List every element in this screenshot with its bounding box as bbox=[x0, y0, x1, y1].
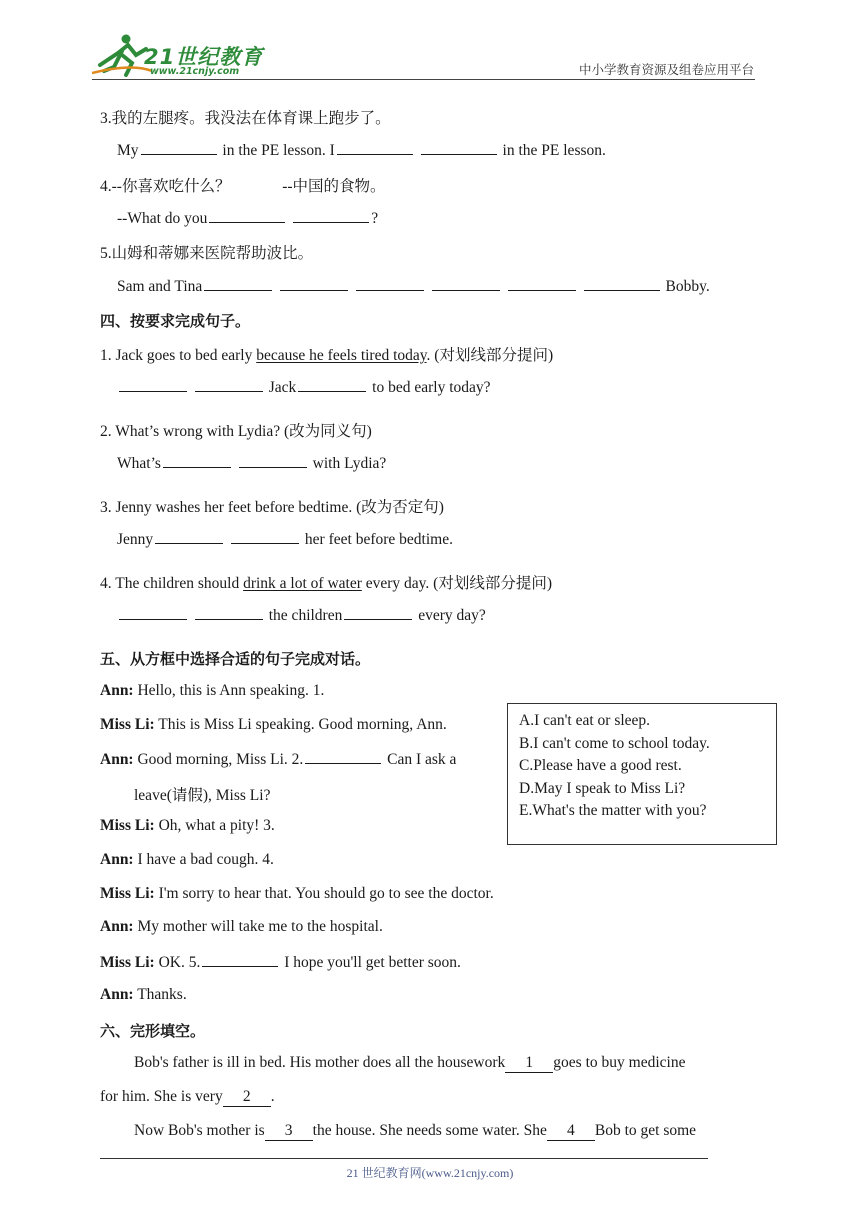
cloze-text: . bbox=[270, 1088, 275, 1105]
speaker-label: Miss Li: bbox=[100, 885, 155, 902]
s3-q5-part-a: Sam and Tina bbox=[117, 278, 203, 295]
s3-q5-english bbox=[117, 276, 710, 296]
site-logo bbox=[92, 33, 262, 81]
s4-q1-answer bbox=[117, 377, 491, 397]
s3-q4-chinese bbox=[100, 174, 386, 196]
header-platform-text: 中小学教育资源及组卷应用平台 bbox=[578, 62, 754, 77]
s3-q3-english bbox=[117, 140, 606, 160]
dialogue-text: Oh, what a pity! 3. bbox=[154, 817, 275, 834]
dialogue-text: leave(请假), Miss Li? bbox=[134, 787, 271, 804]
dialogue-line bbox=[100, 885, 494, 903]
dialogue-line bbox=[100, 918, 383, 936]
s4-q1-text: 1. Jack goes to bed early bbox=[100, 347, 257, 364]
answer-blank[interactable] bbox=[305, 749, 381, 764]
section5-title: 五、从方框中选择合适的句子完成对话。 bbox=[100, 650, 371, 668]
dialogue-text: This is Miss Li speaking. Good morning, Ann. bbox=[154, 716, 447, 733]
cloze-text: Bob to get some bbox=[594, 1122, 697, 1139]
answer-blank[interactable] bbox=[119, 377, 187, 392]
s3-q4-cn-question: 4.--你喜欢吃什么？ bbox=[100, 178, 231, 195]
dialogue-line bbox=[100, 952, 461, 972]
answer-blank[interactable] bbox=[204, 276, 272, 291]
cloze-line-1 bbox=[134, 1054, 685, 1073]
dialogue-line bbox=[100, 716, 447, 734]
s4-q4 bbox=[100, 571, 552, 593]
speaker-label: Ann: bbox=[100, 986, 134, 1003]
s4-q2-answer bbox=[117, 453, 386, 473]
cloze-text: goes to buy medicine bbox=[553, 1054, 686, 1071]
logo-text: 21世纪教育 bbox=[144, 45, 264, 69]
option-d: D.May I speak to Miss Li? bbox=[519, 780, 686, 797]
option-b: B.I can't come to school today. bbox=[519, 735, 710, 752]
dialogue-text: My mother will take me to the hospital. bbox=[133, 918, 383, 935]
answer-blank[interactable] bbox=[280, 276, 348, 291]
s3-q3-chinese: 3.我的左腿疼。我没法在体育课上跑步了。 bbox=[100, 110, 391, 127]
answer-blank[interactable] bbox=[195, 377, 263, 392]
s4-q3-answer bbox=[117, 529, 453, 549]
s3-q5-part-b: Bobby. bbox=[665, 278, 710, 295]
s4-q1 bbox=[100, 343, 553, 365]
cloze-blank-4[interactable]: 4 bbox=[547, 1122, 595, 1141]
s4-q2-ans-part-a: What’s bbox=[117, 455, 161, 472]
speaker-label: Ann: bbox=[100, 918, 134, 935]
dialogue-text: Thanks. bbox=[133, 986, 187, 1003]
answer-blank[interactable] bbox=[163, 453, 231, 468]
answer-blank[interactable] bbox=[344, 605, 412, 620]
dialogue-text: OK. 5. bbox=[154, 954, 201, 971]
s4-q4-instruction: every day. (对划线部分提问) bbox=[361, 575, 552, 592]
s4-q2: 2. What’s wrong with Lydia? (改为同义句) bbox=[100, 423, 372, 440]
s3-q3-part-c: in the PE lesson. bbox=[502, 142, 606, 159]
speaker-label: Ann: bbox=[100, 751, 134, 768]
dialogue-text: Good morning, Miss Li. 2. bbox=[133, 751, 304, 768]
section4-title: 四、按要求完成句子。 bbox=[100, 312, 251, 330]
cloze-text: Now Bob's mother is bbox=[134, 1122, 265, 1139]
s4-q2-ans-part-b: with Lydia? bbox=[312, 455, 387, 472]
answer-blank[interactable] bbox=[231, 529, 299, 544]
cloze-blank-3[interactable]: 3 bbox=[265, 1122, 313, 1141]
s3-q3-part-a: My bbox=[117, 142, 139, 159]
cloze-line-2 bbox=[100, 1088, 275, 1107]
option-a: A.I can't eat or sleep. bbox=[519, 712, 651, 729]
cloze-text: the house. She needs some water. She bbox=[312, 1122, 547, 1139]
dialogue-text-tail: Can I ask a bbox=[387, 751, 457, 768]
answer-blank[interactable] bbox=[195, 605, 263, 620]
dialogue-text-tail: I hope you'll get better soon. bbox=[284, 954, 461, 971]
dialogue-line bbox=[100, 851, 274, 869]
option-c: C.Please have a good rest. bbox=[519, 757, 682, 774]
s4-q1-underlined: because he feels tired today bbox=[256, 347, 427, 364]
answer-blank[interactable] bbox=[141, 140, 217, 155]
answer-blank[interactable] bbox=[337, 140, 413, 155]
header-divider bbox=[92, 79, 755, 80]
speaker-label: Ann: bbox=[100, 851, 134, 868]
cloze-blank-2[interactable]: 2 bbox=[223, 1088, 271, 1107]
answer-blank[interactable] bbox=[298, 377, 366, 392]
dialogue-text: Hello, this is Ann speaking. 1. bbox=[133, 682, 325, 699]
options-box bbox=[507, 703, 777, 845]
cloze-blank-1[interactable]: 1 bbox=[505, 1054, 553, 1073]
answer-blank[interactable] bbox=[209, 208, 285, 223]
s3-q3-part-b: in the PE lesson. I bbox=[222, 142, 335, 159]
s3-q4-part-b: ? bbox=[371, 210, 379, 227]
answer-blank[interactable] bbox=[584, 276, 660, 291]
s4-q1-ans-part-b: to bed early today? bbox=[372, 379, 491, 396]
answer-blank[interactable] bbox=[202, 952, 278, 967]
footer-text: 21 世纪教育网(www.21cnjy.com) bbox=[346, 1166, 514, 1180]
cloze-text: for him. She is very bbox=[100, 1088, 223, 1105]
option-e: E.What's the matter with you? bbox=[519, 802, 707, 819]
footer-divider bbox=[100, 1158, 708, 1159]
s4-q3-ans-part-a: Jenny bbox=[117, 531, 154, 548]
answer-blank[interactable] bbox=[119, 605, 187, 620]
cloze-text: Bob's father is ill in bed. His mother does all the housework bbox=[134, 1054, 506, 1071]
answer-blank[interactable] bbox=[239, 453, 307, 468]
dialogue-text: I have a bad cough. 4. bbox=[133, 851, 274, 868]
dialogue-line bbox=[100, 817, 275, 835]
logo-url: www.21cnjy.com bbox=[150, 66, 240, 77]
s4-q4-answer bbox=[117, 605, 486, 625]
answer-blank[interactable] bbox=[421, 140, 497, 155]
answer-blank[interactable] bbox=[356, 276, 424, 291]
s4-q4-ans-part-a: the children bbox=[268, 607, 343, 624]
s4-q4-underlined: drink a lot of water bbox=[243, 575, 362, 592]
s4-q3-ans-part-b: her feet before bedtime. bbox=[304, 531, 453, 548]
s4-q3: 3. Jenny washes her feet before bedtime. (改为否定句) bbox=[100, 499, 444, 516]
s4-q4-ans-part-b: every day? bbox=[418, 607, 486, 624]
s3-q4-english bbox=[117, 208, 378, 228]
dialogue-text: I'm sorry to hear that. You should go to see the doctor. bbox=[154, 885, 494, 902]
s4-q4-text: 4. The children should bbox=[100, 575, 244, 592]
speaker-label: Ann: bbox=[100, 682, 134, 699]
dialogue-line bbox=[100, 986, 187, 1004]
section6-title: 六、完形填空。 bbox=[100, 1022, 206, 1040]
speaker-label: Miss Li: bbox=[100, 817, 155, 834]
answer-blank[interactable] bbox=[508, 276, 576, 291]
s3-q4-cn-answer: --中国的食物。 bbox=[282, 178, 386, 195]
answer-blank[interactable] bbox=[293, 208, 369, 223]
answer-blank[interactable] bbox=[432, 276, 500, 291]
s4-q1-ans-part-a: Jack bbox=[268, 379, 297, 396]
dialogue-line bbox=[134, 783, 270, 805]
s4-q1-instruction: . (对划线部分提问) bbox=[426, 347, 554, 364]
dialogue-line bbox=[100, 749, 456, 769]
dialogue-line bbox=[100, 682, 324, 700]
cloze-line-3 bbox=[134, 1122, 696, 1141]
speaker-label: Miss Li: bbox=[100, 716, 155, 733]
answer-blank[interactable] bbox=[155, 529, 223, 544]
speaker-label: Miss Li: bbox=[100, 954, 155, 971]
s3-q5-chinese: 5.山姆和蒂娜来医院帮助波比。 bbox=[100, 245, 314, 262]
s3-q4-part-a: --What do you bbox=[117, 210, 208, 227]
